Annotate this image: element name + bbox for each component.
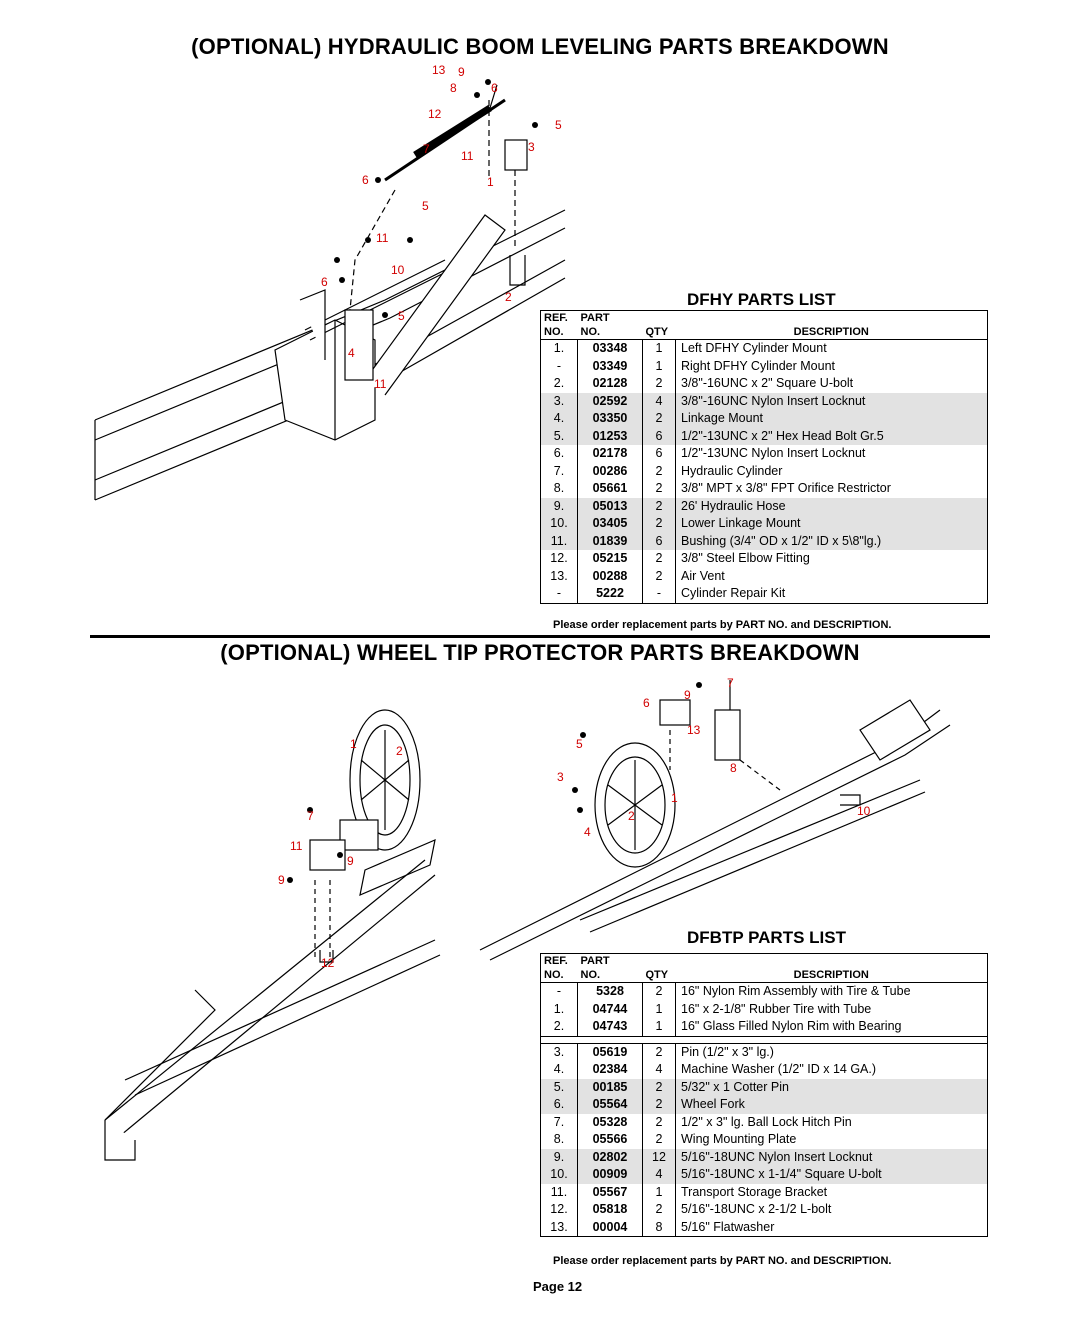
callout-9: 9	[278, 873, 285, 887]
cell-description: 16" Nylon Rim Assembly with Tire & Tube	[681, 984, 911, 999]
cell-description: Lower Linkage Mount	[676, 515, 988, 533]
cell-description: Transport Storage Bracket	[681, 1184, 828, 1199]
table-row	[541, 1061, 988, 1079]
callout-8: 8	[730, 761, 737, 775]
table-row	[541, 585, 988, 603]
table-header-row	[541, 325, 988, 340]
cell-part-no: 02592	[578, 393, 643, 411]
cell-part-no: 03349	[578, 358, 643, 376]
cell-ref: 13.	[541, 568, 578, 586]
cell-ref: 9.	[541, 498, 578, 516]
table-row	[541, 1149, 988, 1167]
callout-5: 5	[398, 309, 405, 323]
callout-13: 13	[687, 723, 701, 737]
cell-description: 1/2"-13UNC x 2" Hex Head Bolt Gr.5	[676, 428, 988, 446]
cell-part-no: 03405	[578, 515, 643, 533]
table-row	[541, 498, 988, 516]
cell-part-no: 05566	[578, 1131, 643, 1149]
cell-qty: 6	[643, 445, 676, 463]
callout-6: 6	[321, 275, 328, 289]
header-part: PART	[580, 955, 610, 967]
cell-description: 5/16"-18UNC x 2-1/2 L-bolt	[681, 1202, 832, 1217]
header-description: DESCRIPTION	[676, 325, 988, 340]
cell-part-no: 05661	[578, 480, 643, 498]
callout-11: 11	[376, 231, 389, 245]
callout-6: 6	[362, 173, 369, 187]
callout-4: 4	[348, 346, 355, 360]
table-row	[541, 1184, 988, 1202]
table-row	[541, 550, 988, 568]
table-row	[541, 1131, 988, 1149]
wheel-tip-protector-left-diagram	[85, 700, 465, 1180]
cell-qty: 2	[643, 568, 676, 586]
cell-ref: 2.	[541, 1018, 578, 1036]
cell-part-no: 00286	[578, 463, 643, 481]
callout-3: 3	[557, 770, 564, 784]
cell-part-no: 05215	[578, 550, 643, 568]
cell-ref: 1.	[541, 1001, 578, 1019]
cell-description: 3/8"-16UNC x 2" Square U-bolt	[681, 376, 854, 391]
cell-description: 3/8" Steel Elbow Fitting	[681, 551, 810, 566]
callout-6: 6	[491, 81, 498, 95]
cell-ref: 11.	[541, 1184, 578, 1202]
cell-qty: 4	[643, 1061, 676, 1079]
cell-description: 26' Hydraulic Hose	[676, 498, 988, 516]
table-row	[541, 515, 988, 533]
table-row	[541, 1096, 988, 1114]
header-part-no: NO.	[578, 968, 643, 983]
cell-ref: 2.	[541, 375, 578, 393]
cell-description: Bushing (3/4" OD x 1/2" ID x 5\8"lg.)	[676, 533, 988, 551]
cell-description: Machine Washer (1/2" ID x 14 GA.)	[681, 1062, 877, 1077]
table-row	[541, 410, 988, 428]
cell-ref: 7.	[541, 463, 578, 481]
table-row	[541, 445, 988, 463]
cell-ref: 9.	[541, 1149, 578, 1167]
cell-description: Left DFHY Cylinder Mount	[681, 341, 827, 356]
cell-ref: 7.	[541, 1114, 578, 1132]
cell-description: 1/2"-13UNC Nylon Insert Locknut	[681, 446, 866, 461]
cell-qty: 8	[643, 1219, 676, 1237]
cell-part-no: 02178	[578, 445, 643, 463]
cell-part-no: 00909	[578, 1166, 643, 1184]
cell-qty: -	[643, 585, 676, 603]
table-row	[541, 983, 988, 1001]
table-row	[541, 1001, 988, 1019]
order-note: Please order replacement parts by PART NO. and DESCRIPTION.	[553, 619, 892, 631]
cell-qty: 1	[643, 1018, 676, 1036]
cell-part-no: 00185	[578, 1079, 643, 1097]
table-row	[541, 428, 988, 446]
section1-title: (OPTIONAL) HYDRAULIC BOOM LEVELING PARTS BREAKDOWN	[191, 34, 889, 59]
dfbtp-parts-table	[540, 953, 988, 1237]
dfbtp-parts-list-title: DFBTP PARTS LIST	[687, 928, 846, 947]
cell-ref: 1.	[541, 340, 578, 358]
callout-9: 9	[458, 65, 465, 79]
cell-description: Right DFHY Cylinder Mount	[681, 358, 835, 373]
callout-11: 11	[461, 149, 474, 163]
callout-1: 1	[350, 737, 357, 751]
cell-ref: 13.	[541, 1219, 578, 1237]
cell-description: 5/16"-18UNC x 1-1/4" Square U-bolt	[676, 1166, 988, 1184]
cell-qty: 6	[643, 428, 676, 446]
table-header-row	[541, 968, 988, 983]
cell-description: 5/16"-18UNC Nylon Insert Locknut	[676, 1149, 988, 1167]
table-row	[541, 393, 988, 411]
table-row	[541, 463, 988, 481]
table-header-row	[541, 954, 988, 969]
cell-part-no: 5222	[578, 585, 643, 603]
cell-ref: 8.	[541, 480, 578, 498]
table-row	[541, 1043, 988, 1061]
cell-part-no: 5328	[578, 983, 643, 1001]
cell-description: 5/16" Flatwasher	[681, 1219, 775, 1234]
cell-qty: 1	[643, 358, 676, 376]
callout-3: 3	[528, 140, 535, 154]
cell-ref: 8.	[541, 1131, 578, 1149]
table-row	[541, 480, 988, 498]
cell-qty: 2	[643, 410, 676, 428]
header-ref-no: NO.	[541, 968, 578, 983]
callout-11: 11	[290, 839, 303, 853]
cell-ref: -	[541, 358, 578, 376]
callout-5: 5	[422, 199, 429, 213]
callout-2: 2	[396, 744, 403, 758]
table-row	[541, 358, 988, 376]
cell-description: 5/32" x 1 Cotter Pin	[676, 1079, 988, 1097]
cell-qty: 2	[643, 550, 676, 568]
header-ref: REF.	[544, 312, 568, 324]
header-ref-no: NO.	[541, 325, 578, 340]
table-spacer-row	[541, 1036, 988, 1043]
cell-part-no: 05619	[578, 1043, 643, 1061]
table-row	[541, 1166, 988, 1184]
cell-description: 16" Glass Filled Nylon Rim with Bearing	[681, 1019, 902, 1034]
order-note: Please order replacement parts by PART NO. and DESCRIPTION.	[553, 1255, 892, 1267]
cell-description: 16" x 2-1/8" Rubber Tire with Tube	[681, 1001, 872, 1016]
table-row	[541, 568, 988, 586]
cell-description: Wing Mounting Plate	[681, 1132, 797, 1147]
header-ref: REF.	[544, 955, 568, 967]
cell-qty: 12	[643, 1149, 676, 1167]
table-row	[541, 1201, 988, 1219]
cell-part-no: 05328	[578, 1114, 643, 1132]
callout-7: 7	[423, 142, 430, 156]
cell-part-no: 04743	[578, 1018, 643, 1036]
cell-description: 3/8"-16UNC Nylon Insert Locknut	[676, 393, 988, 411]
callout-5: 5	[555, 118, 562, 132]
callout-11: 11	[374, 377, 387, 391]
cell-description: Air Vent	[681, 568, 725, 583]
cell-part-no: 02802	[578, 1149, 643, 1167]
callout-4: 4	[584, 825, 591, 839]
cell-part-no: 05567	[578, 1184, 643, 1202]
cell-qty: 4	[643, 393, 676, 411]
table-row	[541, 340, 988, 358]
dfhy-parts-table	[540, 310, 988, 604]
dfhy-parts-list-title: DFHY PARTS LIST	[687, 290, 836, 309]
table-row	[541, 1114, 988, 1132]
table-row	[541, 1219, 988, 1237]
cell-description: Pin (1/2" x 3" lg.)	[681, 1044, 774, 1059]
cell-part-no: 00004	[578, 1219, 643, 1237]
cell-qty: 2	[643, 1114, 676, 1132]
callout-10: 10	[857, 804, 871, 818]
header-description: DESCRIPTION	[676, 968, 988, 983]
table-row	[541, 533, 988, 551]
cell-ref: -	[541, 585, 578, 603]
cell-qty: 2	[643, 1043, 676, 1061]
callout-6: 6	[643, 696, 650, 710]
callout-2: 2	[505, 290, 512, 304]
cell-qty: 6	[643, 533, 676, 551]
table-row	[541, 1018, 988, 1036]
cell-ref: 3.	[541, 393, 578, 411]
callout-9: 9	[347, 854, 354, 868]
cell-qty: 2	[643, 515, 676, 533]
wheel-tip-protector-right-diagram	[480, 670, 990, 960]
callout-13: 13	[432, 63, 446, 77]
cell-qty: 2	[643, 1131, 676, 1149]
cell-ref: 5.	[541, 1079, 578, 1097]
cell-description: Cylinder Repair Kit	[681, 586, 786, 601]
table-row	[541, 1079, 988, 1097]
cell-qty: 1	[643, 340, 676, 358]
page-number: Page 12	[533, 1279, 583, 1294]
header-part: PART	[580, 312, 610, 324]
callout-1: 1	[671, 791, 678, 805]
cell-part-no: 03348	[578, 340, 643, 358]
cell-description: 1/2" x 3" lg. Ball Lock Hitch Pin	[681, 1114, 852, 1129]
cell-ref: 5.	[541, 428, 578, 446]
cell-qty: 2	[643, 1201, 676, 1219]
cell-description: Linkage Mount	[676, 410, 988, 428]
cell-description: Wheel Fork	[676, 1096, 988, 1114]
callout-7: 7	[307, 809, 314, 823]
cell-qty: 2	[643, 1079, 676, 1097]
cell-qty: 2	[643, 983, 676, 1001]
cell-part-no: 05818	[578, 1201, 643, 1219]
cell-ref: 3.	[541, 1043, 578, 1061]
cell-qty: 1	[643, 1001, 676, 1019]
cell-qty: 2	[643, 375, 676, 393]
header-part-no: NO.	[578, 325, 643, 340]
header-qty: QTY	[643, 968, 676, 983]
cell-qty: 4	[643, 1166, 676, 1184]
callout-7: 7	[727, 676, 734, 690]
cell-qty: 2	[643, 463, 676, 481]
cell-ref: 6.	[541, 445, 578, 463]
cell-qty: 1	[643, 1184, 676, 1202]
cell-qty: 2	[643, 498, 676, 516]
callout-12: 12	[428, 107, 442, 121]
cell-ref: 4.	[541, 410, 578, 428]
callout-12: 12	[321, 956, 335, 970]
cell-ref: 12.	[541, 1201, 578, 1219]
table-header-row	[541, 311, 988, 326]
cell-part-no: 05564	[578, 1096, 643, 1114]
cell-part-no: 04744	[578, 1001, 643, 1019]
cell-ref: 12.	[541, 550, 578, 568]
cell-part-no: 01253	[578, 428, 643, 446]
cell-ref: 10.	[541, 515, 578, 533]
header-qty: QTY	[643, 325, 676, 340]
callout-10: 10	[391, 263, 405, 277]
cell-part-no: 01839	[578, 533, 643, 551]
cell-ref: -	[541, 983, 578, 1001]
callout-1: 1	[487, 175, 494, 189]
cell-part-no: 00288	[578, 568, 643, 586]
cell-qty: 2	[643, 1096, 676, 1114]
table-row	[541, 375, 988, 393]
cell-part-no: 02128	[578, 375, 643, 393]
cell-description: 3/8" MPT x 3/8" FPT Orifice Restrictor	[681, 481, 891, 496]
cell-ref: 10.	[541, 1166, 578, 1184]
callout-5: 5	[576, 737, 583, 751]
cell-part-no: 02384	[578, 1061, 643, 1079]
section2-title: (OPTIONAL) WHEEL TIP PROTECTOR PARTS BREAKDOWN	[220, 640, 860, 665]
callout-2: 2	[628, 809, 635, 823]
callout-8: 8	[450, 81, 457, 95]
section-divider	[90, 635, 990, 638]
cell-qty: 2	[643, 480, 676, 498]
cell-part-no: 05013	[578, 498, 643, 516]
cell-ref: 4.	[541, 1061, 578, 1079]
cell-ref: 11.	[541, 533, 578, 551]
cell-description: Hydraulic Cylinder	[681, 463, 783, 478]
cell-ref: 6.	[541, 1096, 578, 1114]
cell-part-no: 03350	[578, 410, 643, 428]
callout-9: 9	[684, 688, 691, 702]
